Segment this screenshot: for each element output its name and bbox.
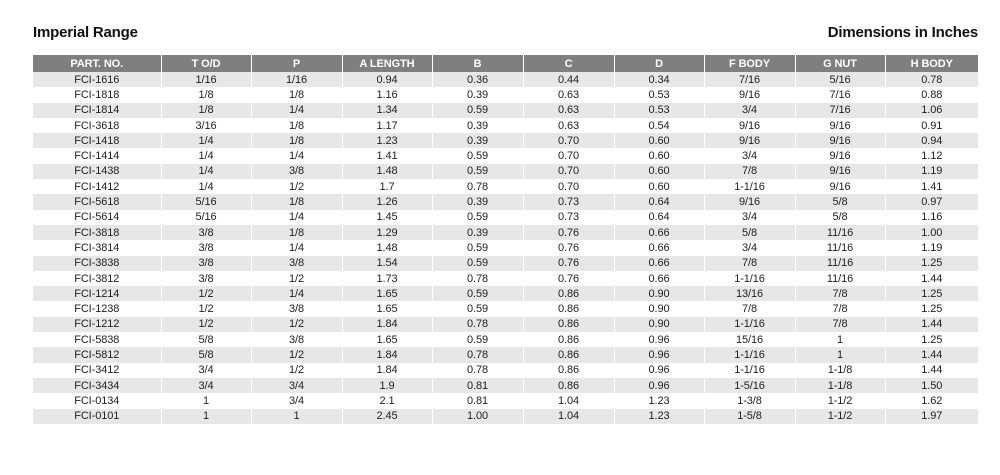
- table-cell: 1-5/16: [704, 378, 795, 393]
- table-cell: 1.65: [342, 332, 432, 347]
- table-cell: 9/16: [795, 148, 885, 163]
- table-cell: 0.60: [614, 179, 704, 194]
- table-cell: 7/16: [704, 72, 795, 87]
- table-cell: 0.73: [523, 194, 614, 209]
- table-cell: 1-1/16: [704, 347, 795, 362]
- table-cell: 1.65: [342, 301, 432, 316]
- table-cell: 1.84: [342, 317, 432, 332]
- table-cell: 3/4: [704, 240, 795, 255]
- table-cell: 1/2: [251, 347, 342, 362]
- table-cell: 0.53: [614, 87, 704, 102]
- table-cell: 1.23: [614, 393, 704, 408]
- table-cell: 0.59: [432, 256, 523, 271]
- table-cell: 1.25: [885, 301, 978, 316]
- table-cell: 0.86: [523, 317, 614, 332]
- table-cell: 1.00: [885, 225, 978, 240]
- table-cell: 1.25: [885, 256, 978, 271]
- table-cell: 3/4: [251, 378, 342, 393]
- column-header-f-body: F BODY: [704, 55, 795, 72]
- table-cell: 3/8: [251, 332, 342, 347]
- table-cell: 0.39: [432, 87, 523, 102]
- table-cell: 1.16: [885, 210, 978, 225]
- table-cell: 3/4: [704, 210, 795, 225]
- table-cell: 1/8: [251, 133, 342, 148]
- table-cell: 1.9: [342, 378, 432, 393]
- table-cell: 1.41: [885, 179, 978, 194]
- table-cell: 0.94: [885, 133, 978, 148]
- table-cell: 1.84: [342, 363, 432, 378]
- table-cell: 0.66: [614, 256, 704, 271]
- table-cell: 0.59: [432, 210, 523, 225]
- table-cell: 9/16: [704, 118, 795, 133]
- table-cell: 1.26: [342, 194, 432, 209]
- table-cell: 1/2: [251, 179, 342, 194]
- table-cell: 3/8: [251, 164, 342, 179]
- table-cell: 1/16: [251, 72, 342, 87]
- page-header: [33, 24, 978, 46]
- column-header-c: C: [523, 55, 614, 72]
- table-cell: 1-1/16: [704, 271, 795, 286]
- column-header-part-no: PART. NO.: [33, 55, 161, 72]
- table-cell: 1.23: [614, 409, 704, 424]
- table-cell: 1.16: [342, 87, 432, 102]
- table-cell: 5/8: [795, 210, 885, 225]
- table-cell: 7/8: [704, 256, 795, 271]
- table-cell: 1.84: [342, 347, 432, 362]
- table-cell: 1/8: [251, 118, 342, 133]
- table-cell: 7/8: [795, 301, 885, 316]
- table-cell: 1/8: [251, 87, 342, 102]
- table-row: [33, 194, 978, 209]
- dimensions-table: [33, 55, 978, 424]
- table-cell: 1.41: [342, 148, 432, 163]
- part-number-cell: FCI-3434: [33, 378, 161, 393]
- table-cell: 0.59: [432, 164, 523, 179]
- table-cell: 1-3/8: [704, 393, 795, 408]
- table-cell: 0.64: [614, 194, 704, 209]
- table-cell: 0.96: [614, 378, 704, 393]
- table-cell: 1-1/8: [795, 363, 885, 378]
- table-cell: 9/16: [704, 133, 795, 148]
- table-cell: 1/2: [251, 271, 342, 286]
- table-cell: 1.45: [342, 210, 432, 225]
- table-cell: 3/8: [161, 271, 251, 286]
- table-cell: 11/16: [795, 225, 885, 240]
- table-row: [33, 87, 978, 102]
- table-cell: 1-1/16: [704, 179, 795, 194]
- table-cell: 1/4: [161, 179, 251, 194]
- part-number-cell: FCI-1414: [33, 148, 161, 163]
- table-cell: 1.73: [342, 271, 432, 286]
- table-cell: 0.60: [614, 148, 704, 163]
- table-cell: 0.81: [432, 378, 523, 393]
- table-cell: 9/16: [795, 179, 885, 194]
- table-cell: 0.86: [523, 363, 614, 378]
- table-row: [33, 271, 978, 286]
- table-cell: 5/8: [704, 225, 795, 240]
- table-cell: 3/8: [251, 301, 342, 316]
- table-cell: 1/8: [161, 103, 251, 118]
- table-row: [33, 317, 978, 332]
- table-cell: 1.34: [342, 103, 432, 118]
- table-cell: 5/8: [161, 332, 251, 347]
- part-number-cell: FCI-5618: [33, 194, 161, 209]
- column-header-t-od: T O/D: [161, 55, 251, 72]
- table-cell: 3/4: [704, 103, 795, 118]
- table-cell: 0.39: [432, 133, 523, 148]
- table-cell: 0.78: [432, 271, 523, 286]
- table-cell: 0.76: [523, 225, 614, 240]
- table-cell: 1/2: [161, 286, 251, 301]
- table-row: [33, 133, 978, 148]
- table-cell: 0.76: [523, 271, 614, 286]
- table-cell: 9/16: [795, 133, 885, 148]
- table-cell: 9/16: [795, 164, 885, 179]
- part-number-cell: FCI-1212: [33, 317, 161, 332]
- table-cell: 0.63: [523, 87, 614, 102]
- table-row: [33, 332, 978, 347]
- table-cell: 3/8: [161, 256, 251, 271]
- table-cell: 5/16: [795, 72, 885, 87]
- table-cell: 1.65: [342, 286, 432, 301]
- part-number-cell: FCI-5838: [33, 332, 161, 347]
- table-cell: 1-5/8: [704, 409, 795, 424]
- table-cell: 0.86: [523, 378, 614, 393]
- part-number-cell: FCI-5812: [33, 347, 161, 362]
- table-cell: 1.44: [885, 363, 978, 378]
- column-header-d: D: [614, 55, 704, 72]
- table-cell: 2.1: [342, 393, 432, 408]
- table-cell: 0.86: [523, 286, 614, 301]
- table-cell: 0.86: [523, 301, 614, 316]
- table-cell: 1/2: [161, 301, 251, 316]
- table-row: [33, 72, 978, 87]
- table-cell: 1.04: [523, 393, 614, 408]
- table-cell: 0.78: [432, 363, 523, 378]
- table-cell: 1: [795, 332, 885, 347]
- table-cell: 0.34: [614, 72, 704, 87]
- column-header-h-body: H BODY: [885, 55, 978, 72]
- table-row: [33, 179, 978, 194]
- table-cell: 13/16: [704, 286, 795, 301]
- table-cell: 1: [161, 409, 251, 424]
- table-cell: 1.50: [885, 378, 978, 393]
- table-cell: 0.70: [523, 133, 614, 148]
- part-number-cell: FCI-0101: [33, 409, 161, 424]
- part-number-cell: FCI-1238: [33, 301, 161, 316]
- table-cell: 0.36: [432, 72, 523, 87]
- table-cell: 3/8: [251, 256, 342, 271]
- table-cell: 5/8: [795, 194, 885, 209]
- table-cell: 0.64: [614, 210, 704, 225]
- table-cell: 5/16: [161, 210, 251, 225]
- table-cell: 7/8: [704, 301, 795, 316]
- table-cell: 1/4: [251, 103, 342, 118]
- table-cell: 1: [795, 347, 885, 362]
- table-cell: 7/16: [795, 87, 885, 102]
- table-cell: 1/2: [251, 317, 342, 332]
- table-cell: 3/8: [161, 225, 251, 240]
- table-cell: 3/8: [161, 240, 251, 255]
- table-cell: 1.7: [342, 179, 432, 194]
- table-cell: 0.59: [432, 301, 523, 316]
- table-cell: 0.53: [614, 103, 704, 118]
- table-cell: 0.81: [432, 393, 523, 408]
- table-cell: 1/8: [161, 87, 251, 102]
- part-number-cell: FCI-1412: [33, 179, 161, 194]
- table-cell: 1-1/2: [795, 409, 885, 424]
- table-cell: 7/8: [795, 286, 885, 301]
- table-cell: 0.66: [614, 271, 704, 286]
- part-number-cell: FCI-3412: [33, 363, 161, 378]
- column-header-a-length: A LENGTH: [342, 55, 432, 72]
- table-cell: 0.39: [432, 118, 523, 133]
- part-number-cell: FCI-3814: [33, 240, 161, 255]
- part-number-cell: FCI-1418: [33, 133, 161, 148]
- table-cell: 1.48: [342, 164, 432, 179]
- table-cell: 0.86: [523, 332, 614, 347]
- table-cell: 7/8: [704, 164, 795, 179]
- table-row: [33, 225, 978, 240]
- table-cell: 5/8: [161, 347, 251, 362]
- table-cell: 11/16: [795, 271, 885, 286]
- table-cell: 1-1/8: [795, 378, 885, 393]
- table-cell: 0.44: [523, 72, 614, 87]
- table-body: [33, 72, 978, 424]
- table-cell: 2.45: [342, 409, 432, 424]
- table-row: [33, 103, 978, 118]
- part-number-cell: FCI-3838: [33, 256, 161, 271]
- table-cell: 0.70: [523, 148, 614, 163]
- table-cell: 0.90: [614, 286, 704, 301]
- table-cell: 1.54: [342, 256, 432, 271]
- part-number-cell: FCI-3618: [33, 118, 161, 133]
- table-row: [33, 240, 978, 255]
- table-cell: 0.76: [523, 240, 614, 255]
- table-cell: 3/16: [161, 118, 251, 133]
- table-cell: 3/4: [251, 393, 342, 408]
- table-cell: 0.94: [342, 72, 432, 87]
- table-row: [33, 378, 978, 393]
- table-cell: 1.17: [342, 118, 432, 133]
- table-cell: 1.25: [885, 286, 978, 301]
- table-cell: 1.04: [523, 409, 614, 424]
- table-cell: 1.29: [342, 225, 432, 240]
- table-cell: 0.59: [432, 286, 523, 301]
- table-cell: 1.23: [342, 133, 432, 148]
- table-cell: 1-1/16: [704, 363, 795, 378]
- table-cell: 0.59: [432, 240, 523, 255]
- table-cell: 1: [161, 393, 251, 408]
- table-cell: 1.44: [885, 271, 978, 286]
- table-cell: 1: [251, 409, 342, 424]
- table-cell: 1-1/16: [704, 317, 795, 332]
- table-cell: 15/16: [704, 332, 795, 347]
- table-cell: 1.00: [432, 409, 523, 424]
- part-number-cell: FCI-1214: [33, 286, 161, 301]
- table-cell: 9/16: [704, 194, 795, 209]
- part-number-cell: FCI-0134: [33, 393, 161, 408]
- part-number-cell: FCI-1814: [33, 103, 161, 118]
- table-row: [33, 393, 978, 408]
- table-cell: 1/2: [251, 363, 342, 378]
- table-cell: 3/4: [704, 148, 795, 163]
- table-row: [33, 164, 978, 179]
- part-number-cell: FCI-3812: [33, 271, 161, 286]
- table-row: [33, 148, 978, 163]
- table-cell: 1.48: [342, 240, 432, 255]
- range-title: Imperial Range: [33, 24, 138, 41]
- table-cell: 0.39: [432, 225, 523, 240]
- table-cell: 3/4: [161, 378, 251, 393]
- table-row: [33, 210, 978, 225]
- table-cell: 0.70: [523, 164, 614, 179]
- table-cell: 1.44: [885, 347, 978, 362]
- table-row: [33, 286, 978, 301]
- table-cell: 1/4: [251, 240, 342, 255]
- table-cell: 0.78: [432, 317, 523, 332]
- table-cell: 0.66: [614, 225, 704, 240]
- table-cell: 1/4: [251, 286, 342, 301]
- table-cell: 1.62: [885, 393, 978, 408]
- table-cell: 1/4: [161, 164, 251, 179]
- table-cell: 0.59: [432, 332, 523, 347]
- table-cell: 0.96: [614, 363, 704, 378]
- table-cell: 0.78: [432, 179, 523, 194]
- table-cell: 0.70: [523, 179, 614, 194]
- table-cell: 0.60: [614, 164, 704, 179]
- table-cell: 9/16: [704, 87, 795, 102]
- header-row: [33, 55, 978, 72]
- table-cell: 0.60: [614, 133, 704, 148]
- table-cell: 0.91: [885, 118, 978, 133]
- table-cell: 1/4: [251, 210, 342, 225]
- table-cell: 3/4: [161, 363, 251, 378]
- table-row: [33, 256, 978, 271]
- table-cell: 0.39: [432, 194, 523, 209]
- table-row: [33, 118, 978, 133]
- table-cell: 1.25: [885, 332, 978, 347]
- table-cell: 0.78: [432, 347, 523, 362]
- table-cell: 1.06: [885, 103, 978, 118]
- units-title: Dimensions in Inches: [827, 24, 978, 41]
- table-cell: 0.59: [432, 148, 523, 163]
- table-cell: 0.66: [614, 240, 704, 255]
- table-cell: 1/4: [161, 148, 251, 163]
- table-cell: 1/2: [161, 317, 251, 332]
- table-cell: 0.97: [885, 194, 978, 209]
- table-cell: 11/16: [795, 240, 885, 255]
- table-cell: 0.63: [523, 118, 614, 133]
- table-cell: 0.90: [614, 317, 704, 332]
- table-cell: 0.63: [523, 103, 614, 118]
- part-number-cell: FCI-5614: [33, 210, 161, 225]
- table-cell: 1.44: [885, 317, 978, 332]
- column-header-b: B: [432, 55, 523, 72]
- table-cell: 1/8: [251, 225, 342, 240]
- table-cell: 9/16: [795, 118, 885, 133]
- table-cell: 5/16: [161, 194, 251, 209]
- part-number-cell: FCI-3818: [33, 225, 161, 240]
- table-cell: 7/8: [795, 317, 885, 332]
- table-cell: 1/8: [251, 194, 342, 209]
- table-cell: 1.97: [885, 409, 978, 424]
- table-cell: 0.54: [614, 118, 704, 133]
- table-cell: 7/16: [795, 103, 885, 118]
- table-row: [33, 409, 978, 424]
- table-row: [33, 363, 978, 378]
- table-cell: 0.90: [614, 301, 704, 316]
- table-cell: 1-1/2: [795, 393, 885, 408]
- table-row: [33, 301, 978, 316]
- table-cell: 0.78: [885, 72, 978, 87]
- column-header-g-nut: G NUT: [795, 55, 885, 72]
- table-cell: 0.76: [523, 256, 614, 271]
- table-cell: 11/16: [795, 256, 885, 271]
- column-header-p: P: [251, 55, 342, 72]
- table-cell: 0.86: [523, 347, 614, 362]
- table-cell: 0.96: [614, 347, 704, 362]
- table-cell: 0.59: [432, 103, 523, 118]
- table-cell: 1/16: [161, 72, 251, 87]
- table-cell: 0.73: [523, 210, 614, 225]
- table-cell: 1.12: [885, 148, 978, 163]
- table-cell: 1/4: [251, 148, 342, 163]
- table-row: [33, 347, 978, 362]
- table-cell: 1/4: [161, 133, 251, 148]
- table-cell: 1.19: [885, 164, 978, 179]
- part-number-cell: FCI-1818: [33, 87, 161, 102]
- table-cell: 0.88: [885, 87, 978, 102]
- part-number-cell: FCI-1438: [33, 164, 161, 179]
- table-cell: 1.19: [885, 240, 978, 255]
- table-cell: 0.96: [614, 332, 704, 347]
- part-number-cell: FCI-1616: [33, 72, 161, 87]
